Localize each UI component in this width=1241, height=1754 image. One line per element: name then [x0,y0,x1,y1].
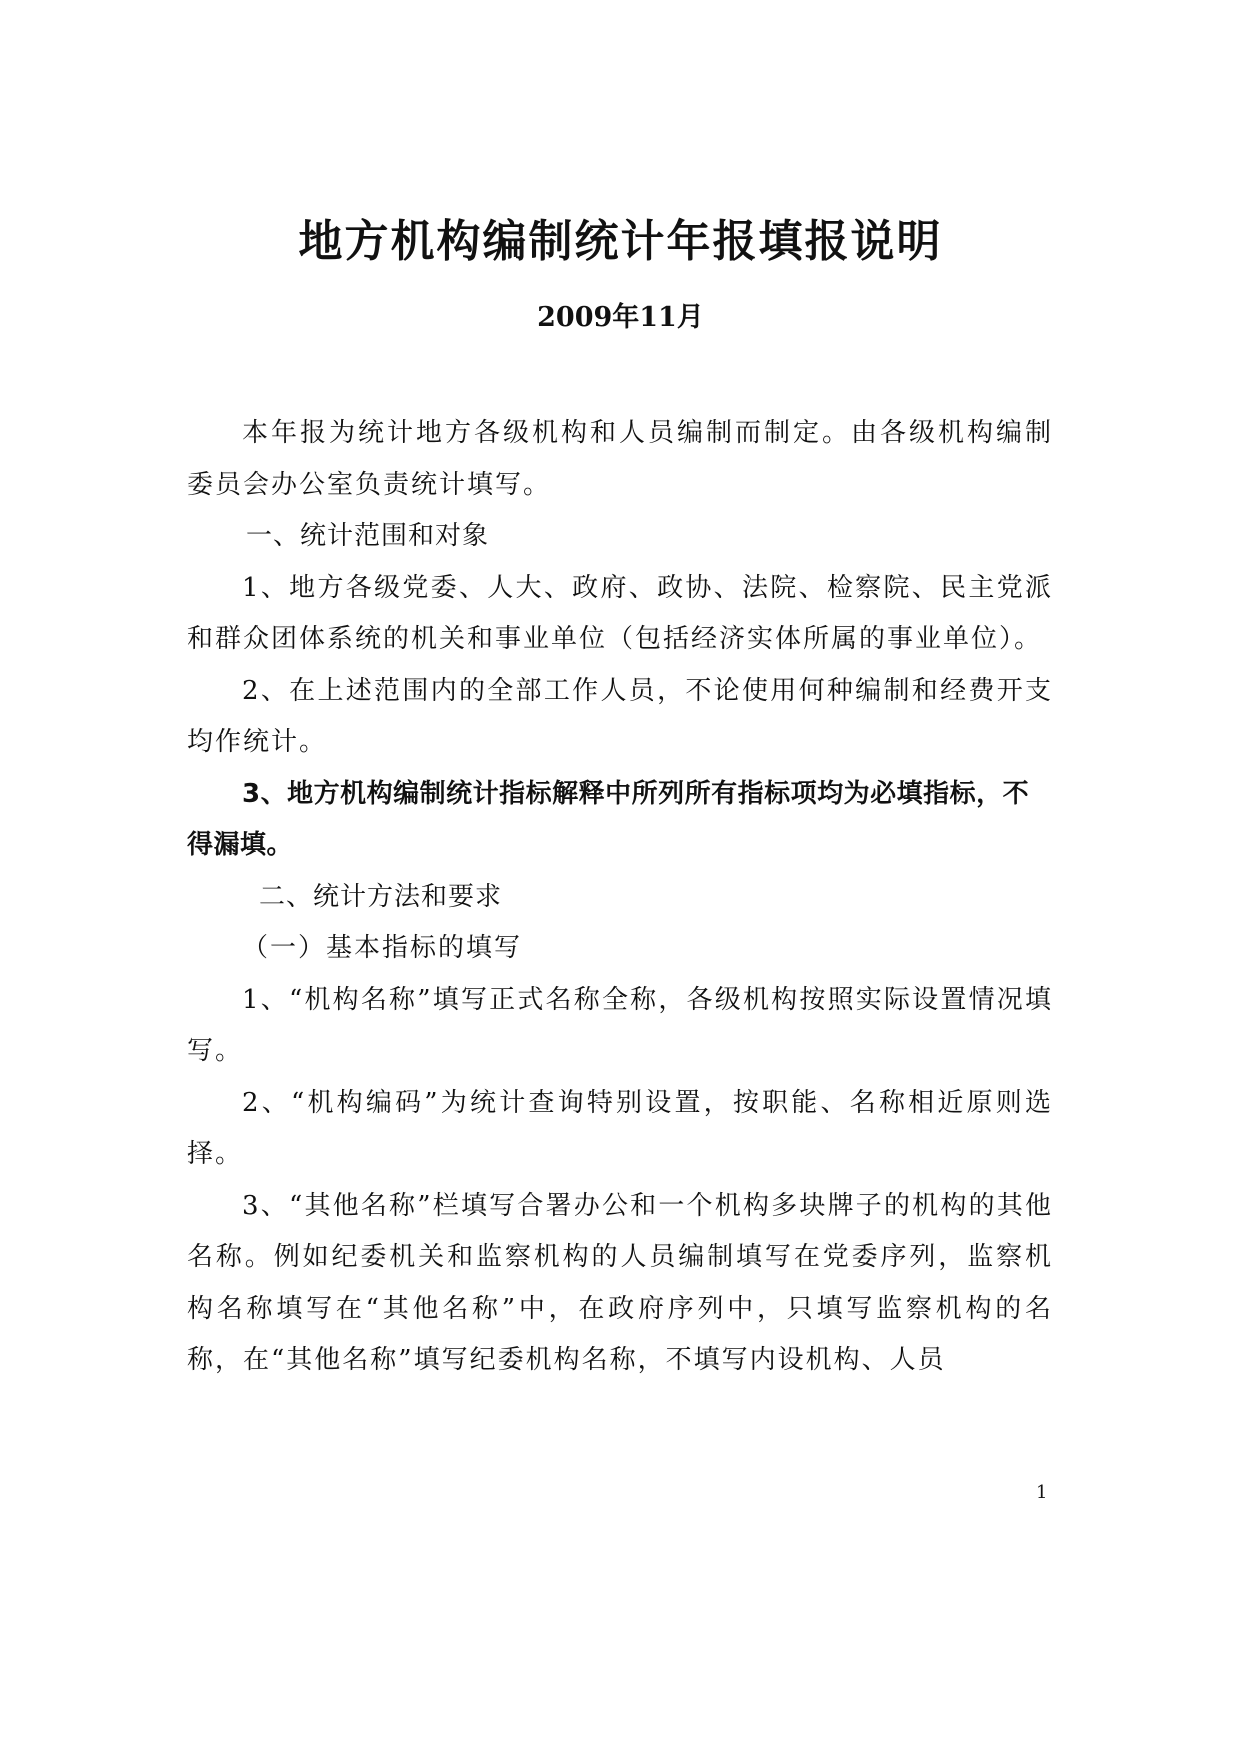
section1-item-3-bold: 3、地方机构编制统计指标解释中所列所有指标项均为必填指标，不得漏填。 [187,778,1030,860]
document-body [187,408,1053,1387]
section2-item-1: 1、“机构名称”填写正式名称全称，各级机构按照实际设置情况填写。 [187,984,1053,1066]
section-heading-2: 二、统计方法和要求 [259,881,503,912]
document-date: 2009年11月 [537,302,704,333]
intro-paragraph: 本年报为统计地方各级机构和人员编制而制定。由各级机构编制委员会办公室负责统计填写。 [187,418,1053,500]
section2-item-2: 2、“机构编码”为统计查询特别设置，按职能、名称相近原则选择。 [187,1087,1053,1169]
section2-item-3: 3、“其他名称”栏填写合署办公和一个机构多块牌子的机构的其他名称。例如纪委机关和监察机构的人员编制填写在党委序列，监察机构名称填写在“其他名称”中，在政府序列中，只填写监察机构的名称，在“其他名称”填写纪委机构名称，不填写内设机构、人员 [187,1190,1053,1375]
section2-subheading: （一）基本指标的填写 [242,933,523,963]
section1-item-1: 1、地方各级党委、人大、政府、政协、法院、检察院、民主党派和群众团体系统的机关和事业单位（包括经济实体所属的事业单位）。 [187,572,1053,654]
section1-item-2: 2、在上述范围内的全部工作人员，不论使用何种编制和经费开支均作统计。 [187,675,1053,757]
section-heading-1: 一、统计范围和对象 [246,521,490,551]
document-title: 地方机构编制统计年报填报说明 [298,216,943,267]
page-number: 1 [1036,1482,1048,1503]
